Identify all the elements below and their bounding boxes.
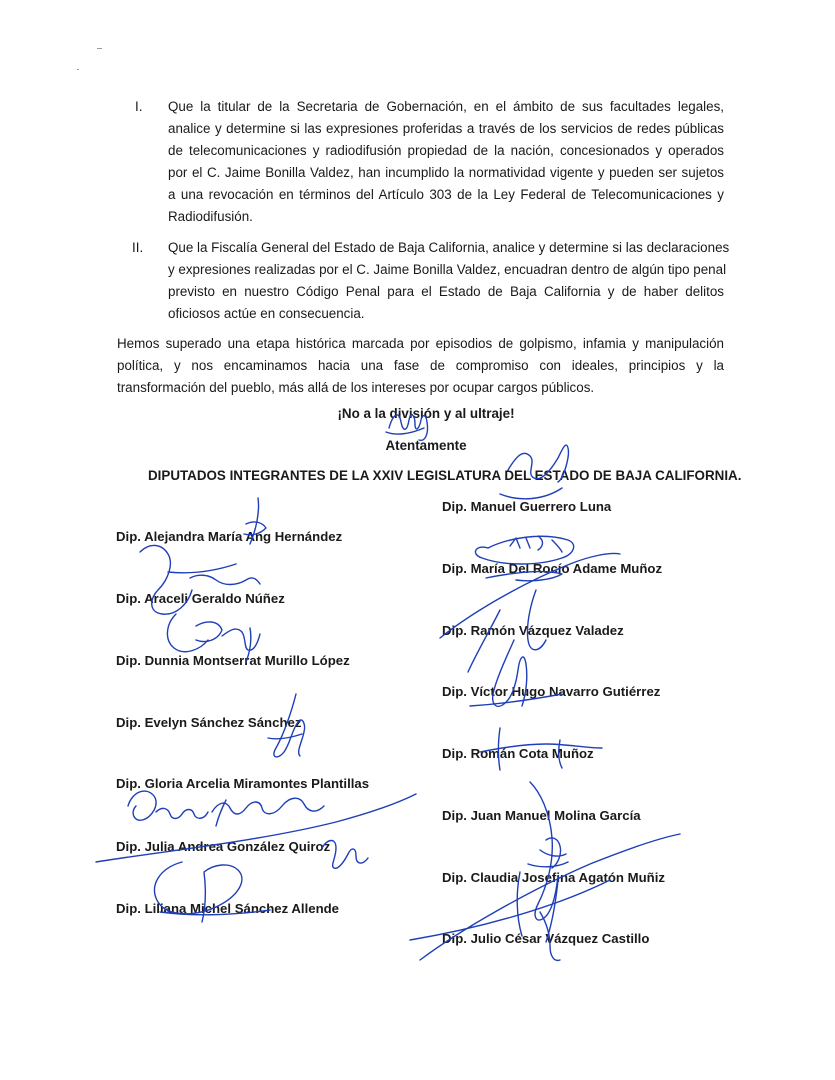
signatory-name: Dip. Julia Andrea González Quiroz (116, 839, 331, 854)
signatories-heading: DIPUTADOS INTEGRANTES DE LA XXIV LEGISLATURA DEL ESTADO DE BAJA CALIFORNIA. (148, 468, 742, 483)
signatory-name: Dip. Julio César Vázquez Castillo (442, 931, 650, 946)
signatory-name: Dip. Manuel Guerrero Luna (442, 499, 612, 514)
item-paragraph (168, 237, 730, 325)
paragraph-line: política, y nos encaminamos hacia una fase de compromiso con ideales, principios y la (117, 358, 724, 373)
paragraph-line: Que la titular de la Secretaria de Gobernación, en el ámbito de sus facultades legales, (168, 99, 724, 114)
signatory-name: Dip. María Del Rocío Adame Muñoz (442, 561, 663, 576)
paragraph-line: por el C. Jaime Bonilla Valdez, han incumplido la normatividad vigente y pueden ser sujetos (168, 165, 724, 180)
closing-paragraph (117, 333, 724, 399)
signatory-name: Dip. Ramón Vázquez Valadez (442, 623, 624, 638)
signatory-name: Dip. Román Cota Muñoz (442, 746, 594, 761)
paragraph-line: analice y determine si las expresiones proferidas a través de los servicios de redes públicas (168, 121, 724, 136)
item-numeral: I. (135, 99, 143, 114)
signatory-name: Dip. Alejandra María Ang Hernández (116, 529, 343, 544)
signatory-name: Dip. Liliana Michel Sánchez Allende (116, 901, 340, 916)
handwritten-signature (528, 782, 568, 920)
signatory-name: Dip. Víctor Hugo Navarro Gutiérrez (442, 684, 661, 699)
handwritten-signature (96, 794, 416, 868)
paragraph-line: a una revocación en términos del Artículo 303 de la Ley Federal de Telecomunicaciones y (168, 187, 724, 202)
paragraph-line: y expresiones realizadas por el C. Jaime Bonilla Valdez, encuadran dentro de algún tipo penal (168, 262, 727, 277)
sign-off: Atentamente (385, 438, 467, 453)
paragraph-line: Hemos superado una etapa histórica marcada por episodios de golpismo, infamia y manipulación (117, 336, 724, 351)
slogan: ¡No a la división y al ultraje! (337, 406, 515, 421)
item-numeral: II. (132, 240, 144, 255)
paragraph-line: previsto en nuestro Código Penal para el Estado de Baja California y de haber delitos (168, 284, 724, 299)
paragraph-line: Que la Fiscalía General del Estado de Baja California, analice y determine si las declaraciones (168, 240, 730, 255)
handwritten-signature (128, 791, 324, 826)
signatory-name: Dip. Araceli Geraldo Núñez (116, 591, 285, 606)
signatory-name: Dip. Dunnia Montserrat Murillo López (116, 653, 350, 668)
scan-speck (77, 69, 79, 70)
signatory-name: Dip. Claudia Josefina Agatón Muñiz (442, 870, 665, 885)
signatory-name: Dip. Juan Manuel Molina García (442, 808, 641, 823)
signatory-name: Dip. Evelyn Sánchez Sánchez (116, 715, 302, 730)
item-paragraph (168, 96, 724, 228)
paragraph-line: Radiodifusión. (168, 209, 253, 224)
paragraph-line: oficiosos actúe en consecuencia. (168, 306, 365, 321)
paragraph-line: de telecomunicaciones y radiodifusión propiedad de la nación, concesionados y operados (168, 143, 724, 158)
paragraph-line: transformación del pueblo, más allá de los intereses por ocupar cargos públicos. (117, 380, 595, 395)
signatory-name: Dip. Gloria Arcelia Miramontes Plantillas (116, 776, 370, 791)
scan-speck (97, 48, 102, 49)
